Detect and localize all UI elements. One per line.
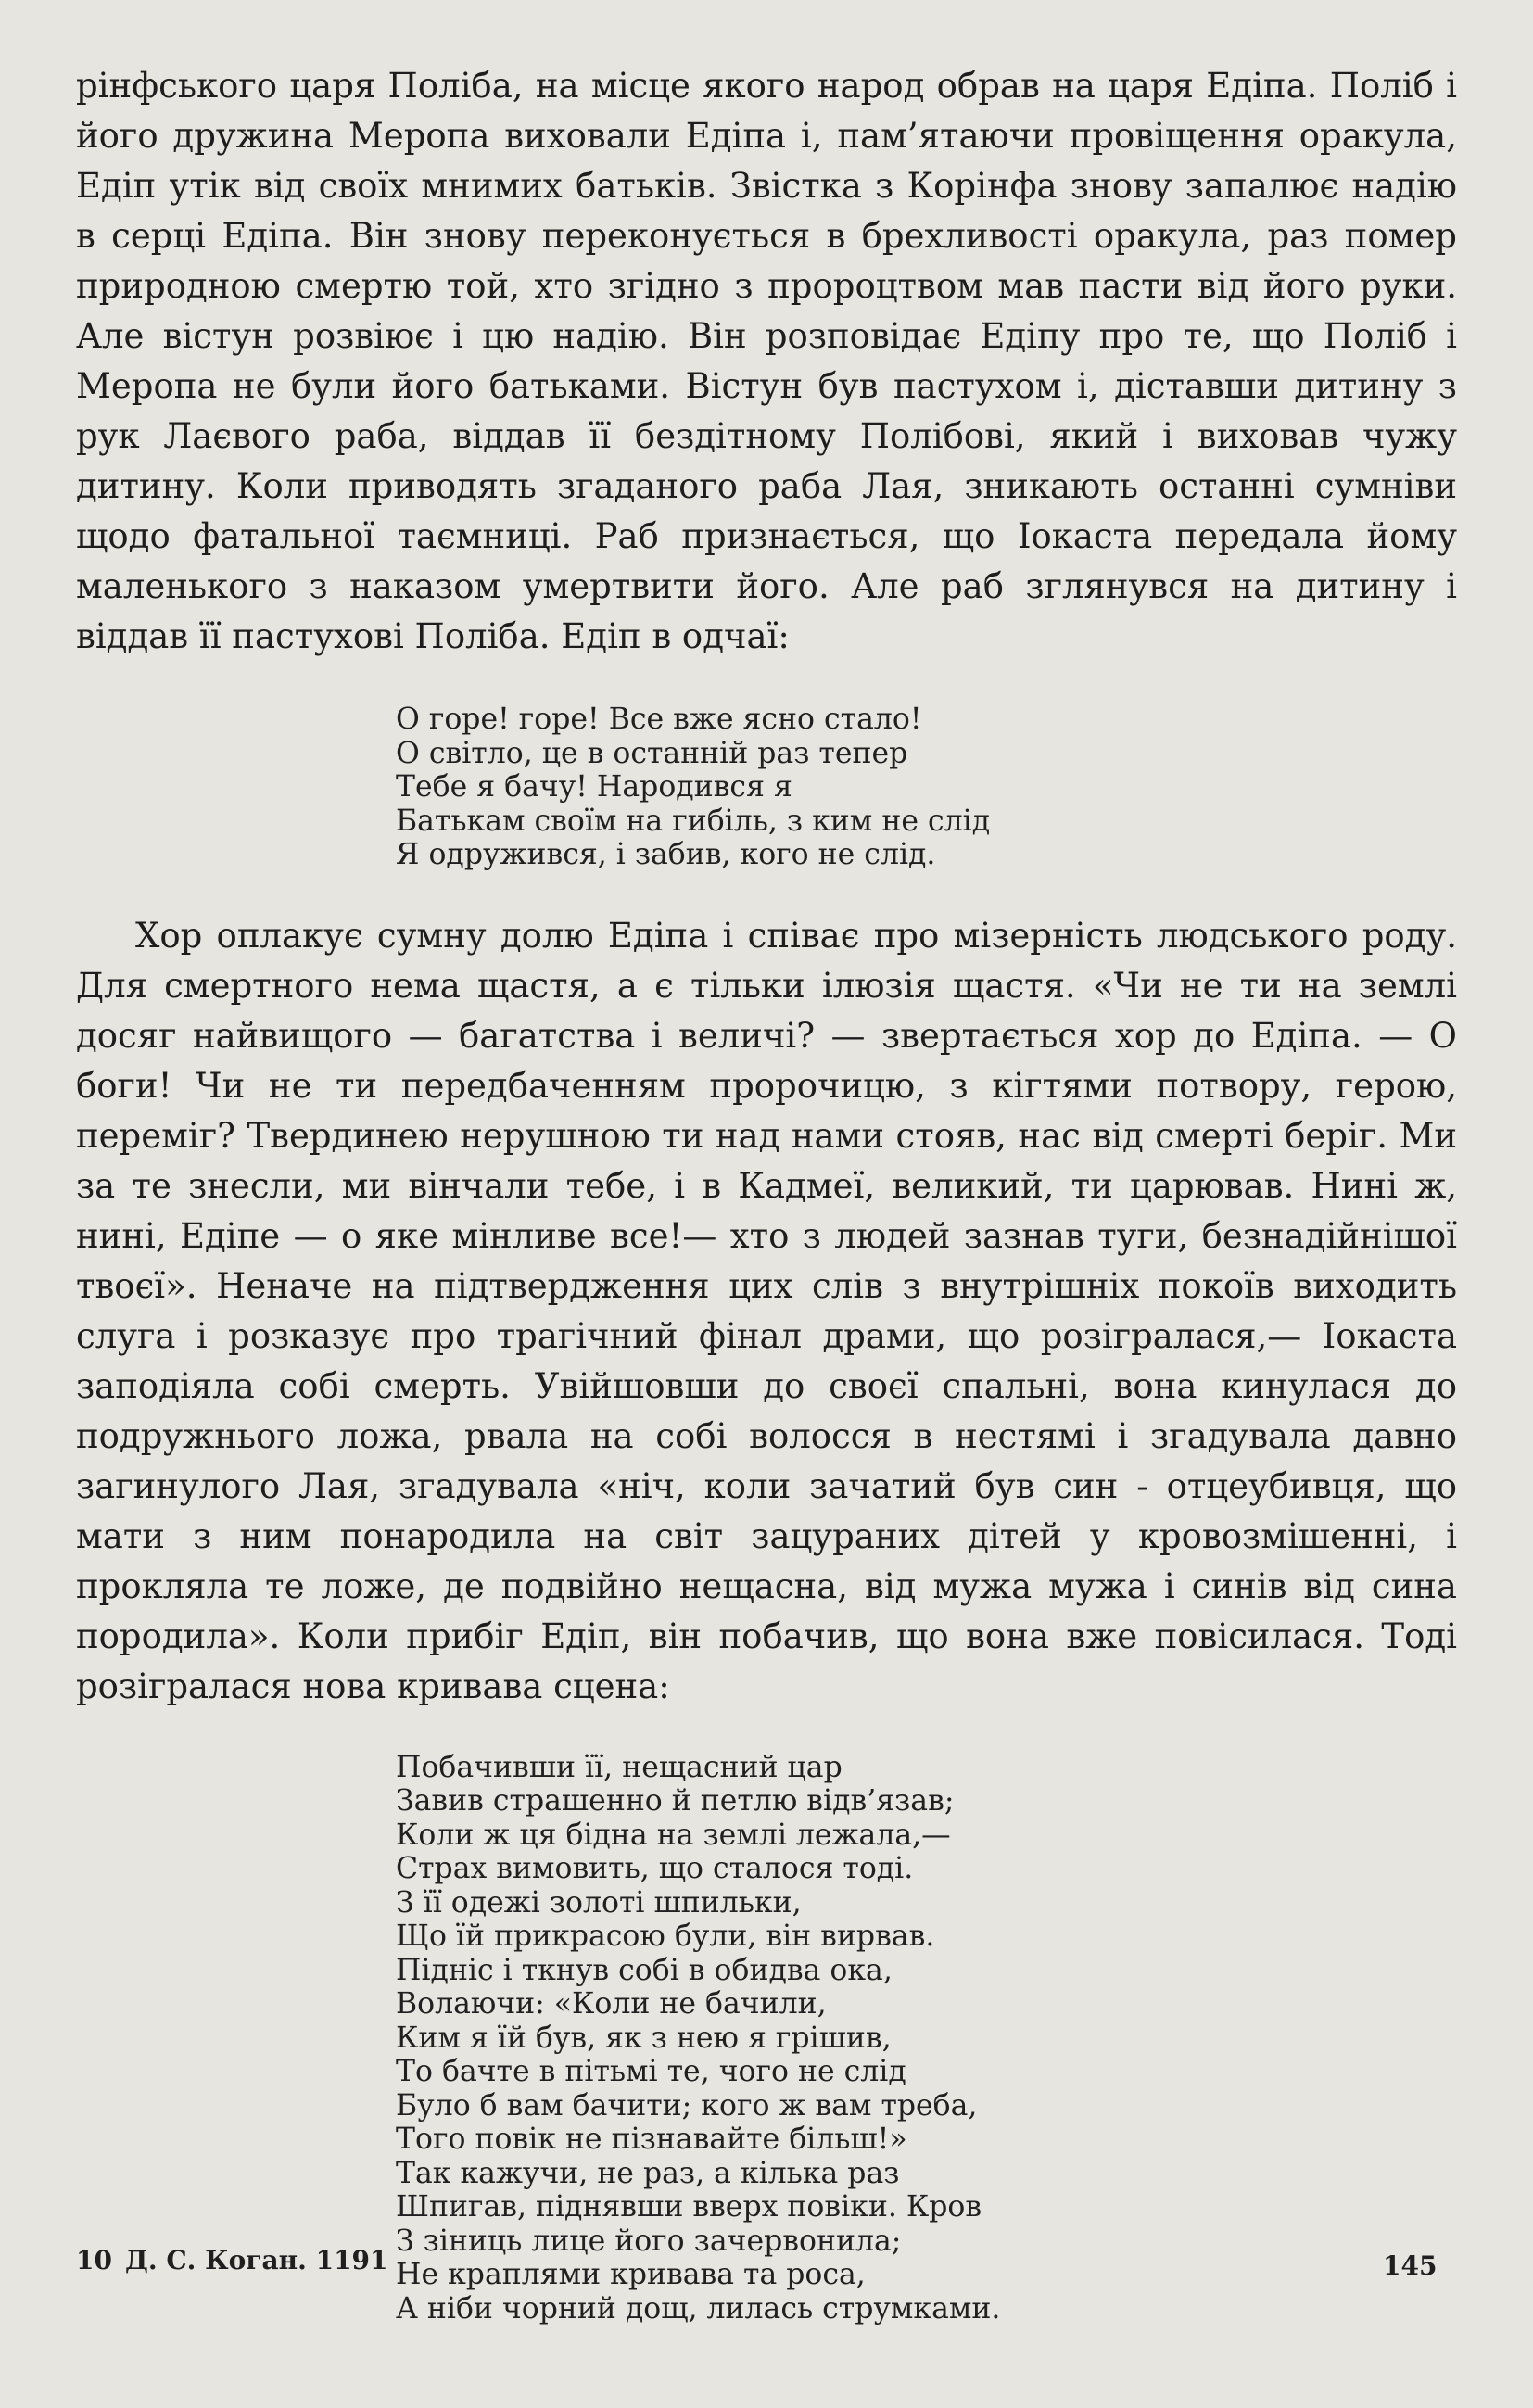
page-body <box>76 61 1457 2326</box>
verse-line: Коли ж ця бідна на землі лежала,— <box>396 1818 951 1852</box>
paragraph <box>76 61 1457 662</box>
verse-line: З зіниць лице його зачервонила; <box>396 2224 902 2258</box>
signature-text: Д. С. Коган. 1191 <box>124 2245 388 2275</box>
verse-line: Завив страшенно й петлю відв’язав; <box>396 1784 955 1818</box>
verse-line: Підніс і ткнув собі в обидва ока, <box>396 1953 893 1987</box>
verse-line: Було б вам бачити; кого ж вам треба, <box>396 2088 978 2123</box>
verse-line: О горе! горе! Все вже ясно стало! <box>396 703 922 736</box>
verse-line: Ким я їй був, як з нею я грішив, <box>396 2021 892 2055</box>
verse-quote <box>76 703 1457 872</box>
paragraph <box>76 911 1457 1712</box>
printer-signature <box>76 2245 388 2275</box>
verse-line: Не краплями кривава та роса, <box>396 2258 866 2291</box>
verse-line: Батькам своїм на гибіль, з ким не слід <box>396 804 991 838</box>
page-number: 145 <box>1383 2250 1438 2281</box>
paragraph-text: рінфського царя Поліба, на місце якого народ обрав на царя Едіпа. Поліб і його дружина Меропа виховали Едіпа і, пам’ятаючи провіщення оракула, Едіп утік від своїх мнимих батьків. Звістка з Корінфа знову запалює надію в серці Едіпа. Він знову переконується в брехливості оракула, раз помер природною смертю той, хто згідно з пророцтвом мав пасти від його руки. Але вістун розвіює і цю надію. Він розповідає Едіпу про те, що Поліб і Меропа не були його батьками. Вістун був пастухом і, діставши дитину з рук Лаєвого раба, віддав її бездітному Полібові, який і виховав чужу дитину. Коли приводять згаданого раба Лая, зникають останні сумніви щодо фатальної таємниці. Раб признається, що Іокаста передала йому маленького з наказом умертвити його. Але раб зглянувся на дитину і віддав її пастухові Поліба. Едіп в одчаї: <box>76 66 1457 656</box>
signature-number: 10 <box>76 2245 112 2275</box>
verse-line: О світло, це в останній раз тепер <box>396 736 908 770</box>
verse-line: Я одружився, і забив, кого не слід. <box>396 838 936 871</box>
verse-line: Так кажучи, не раз, а кілька раз <box>396 2156 900 2190</box>
paragraph-text: Хор оплакує сумну долю Едіпа і співає про мізерність людського роду. Для смертного нема щастя, а є тільки ілюзія щастя. «Чи не ти на землі досяг найвищого — багатства і величі? — звертається хор до Едіпа. — О боги! Чи не ти передбаченням пророчицю, з кігтями потвору, герою, переміг? Твердинею нерушною ти над нами стояв, нас від смерті беріг. Ми за те знесли, ми вінчали тебе, і в Кадмеї, великий, ти царював. Нині ж, нині, Едіпе — о яке мінливе все!— хто з людей зазнав туги, безнадійнішої твоєї». Неначе на підтвердження цих слів з внутрішніх покоїв виходить слуга і розказує про трагічний фінал драми, що розігралася,— Іокаста заподіяла собі смерть. Увійшовши до своєї спальні, вона кинулася до подружнього ложа, рвала на собі волосся в нестямі і згадувала давно загинулого Лая, згадувала «ніч, коли зачатий був син - отцеубивця, що мати з ним понародила на світ зацурaних дітей у кровозмішенні, і прокляла те ложе, де подвійно нещасна, від мужа мужа і синів від сина породила». Коли прибіг Едіп, він побачив, що вона вже повісилася. Тоді розігралася нова кривава сцена: <box>76 915 1457 1706</box>
verse-line: Побачивши її, нещасний цар <box>396 1750 843 1784</box>
verse-line: З її одежі золоті шпильки, <box>396 1885 802 1920</box>
verse-line: Страх вимовить, що сталося тоді. <box>396 1852 914 1885</box>
verse-quote <box>76 1751 1457 2326</box>
verse-line: Волаючи: «Коли не бачили, <box>396 1987 827 2021</box>
verse-line: Того повік не пізнавайте більш!» <box>396 2123 907 2156</box>
verse-line: А ніби чорний дощ, лилась струмками. <box>396 2291 1001 2326</box>
verse-line: Тебе я бачу! Народився я <box>396 770 792 804</box>
verse-line: Шпигав, піднявши вверх повіки. Кров <box>396 2190 982 2224</box>
verse-line: Що їй прикрасою були, він вирвав. <box>396 1920 935 1953</box>
verse-line: То бачте в пітьмі те, чого не слід <box>396 2055 906 2088</box>
